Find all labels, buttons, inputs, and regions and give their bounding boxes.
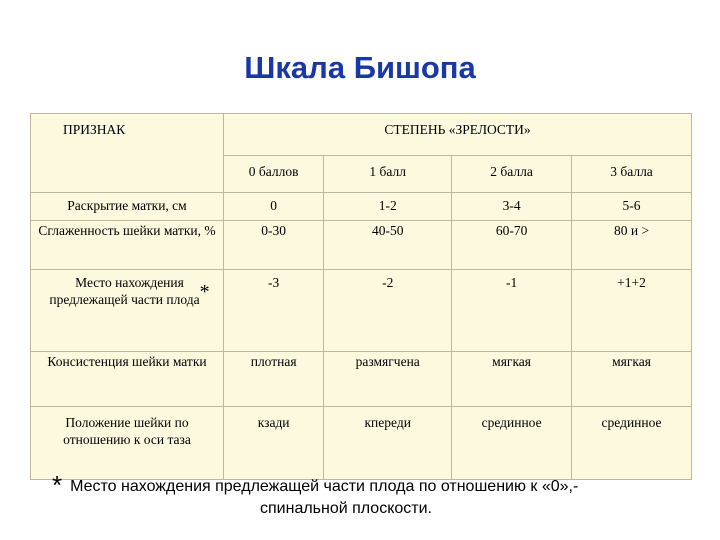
score-cell: срединное [572,407,692,480]
score-cell: 80 и > [572,221,692,270]
row-label: Консистенция шейки матки [31,352,224,407]
score-cell: 3-4 [452,193,572,221]
score-cell: -2 [324,270,452,352]
score-header: 0 баллов [224,156,324,193]
score-cell: 0-30 [224,221,324,270]
row-label: Сглаженность шейки матки, % [31,221,224,270]
table-row [31,193,692,221]
score-cell: плотная [224,352,324,407]
score-cell: размягчена [324,352,452,407]
table-header-row [31,114,692,156]
score-header: 2 балла [452,156,572,193]
score-header: 1 балл [324,156,452,193]
table-row [31,352,692,407]
table-row [31,221,692,270]
table-row [31,407,692,480]
row-label: Положение шейки по отношению к оси таза [31,407,224,480]
score-cell: -1 [452,270,572,352]
score-cell: кпереди [324,407,452,480]
bishop-score-table [30,113,692,480]
score-cell: 40-50 [324,221,452,270]
score-cell: мягкая [452,352,572,407]
page-title: Шкала Бишопа [244,50,476,85]
footnote-text: Место нахождения предлежащей части плода по отношению к «0»,- [70,478,579,495]
row-label-with-footnote [31,270,224,352]
score-cell: срединное [452,407,572,480]
table-row [31,270,692,352]
footnote-text-continued: спинальной плоскости. [260,500,432,517]
score-cell: кзади [224,407,324,480]
degree-column-header: СТЕПЕНЬ «ЗРЕЛОСТИ» [224,114,692,156]
row-label: Раскрытие матки, см [31,193,224,221]
row-label: Место нахождения предлежащей части плода [49,275,200,307]
score-cell: 0 [224,193,324,221]
score-cell: 60-70 [452,221,572,270]
score-cell: +1+2 [572,270,692,352]
score-cell: -3 [224,270,324,352]
attribute-column-header: ПРИЗНАК [31,114,224,193]
footnote [52,470,692,520]
footnote-marker: * [52,470,63,500]
footnote-marker: * [199,281,210,303]
footnote-line [52,470,692,500]
score-cell: 1-2 [324,193,452,221]
score-header: 3 балла [572,156,692,193]
score-cell: мягкая [572,352,692,407]
score-cell: 5-6 [572,193,692,221]
